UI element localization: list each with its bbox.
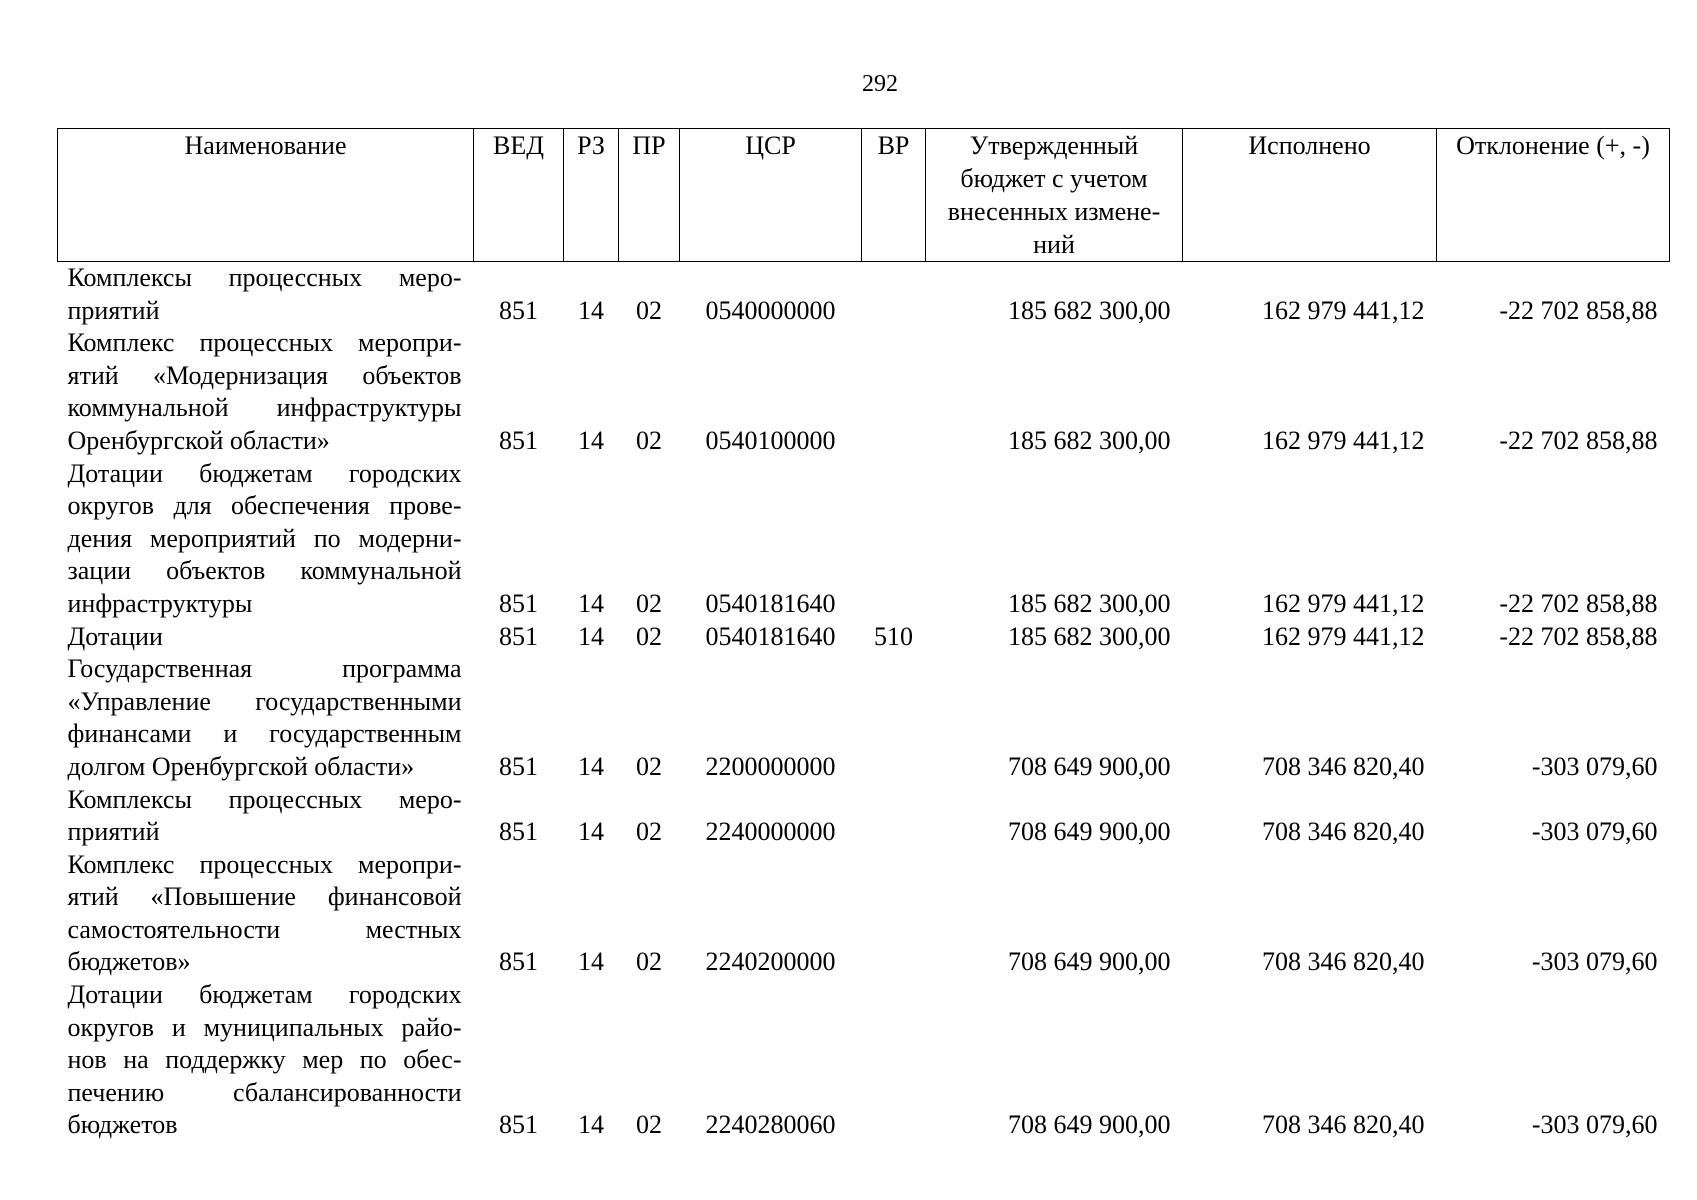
cell-executed: 162 979 441,12 xyxy=(1262,588,1425,618)
cell-name: Комплекс процессных меропри-ятий «Модернизация объектов коммунальной инфраструктуры Оренбургской области» xyxy=(67,328,462,455)
header-rz: РЗ xyxy=(564,129,619,262)
cell-rz: 14 xyxy=(578,621,604,651)
header-pr: ПР xyxy=(619,129,680,262)
cell-ved: 851 xyxy=(499,751,538,781)
cell-ved: 851 xyxy=(499,295,538,325)
cell-deviation: -303 079,60 xyxy=(1531,947,1658,977)
cell-pr: 02 xyxy=(636,751,662,781)
cell-name: Дотации бюджетам городских округов и муниципальных райо-нов на поддержку мер по обес-печению сбалансированности бюджетов xyxy=(67,980,462,1140)
cell-vr xyxy=(862,262,926,328)
cell-deviation: -22 702 858,88 xyxy=(1499,295,1658,325)
cell-csr: 2240000000 xyxy=(705,817,836,847)
table-row xyxy=(58,458,1670,621)
cell-vr xyxy=(862,653,926,783)
table-row xyxy=(58,262,1670,328)
cell-pr: 02 xyxy=(636,817,662,847)
cell-deviation: -22 702 858,88 xyxy=(1499,588,1658,618)
cell-deviation: -22 702 858,88 xyxy=(1499,425,1658,455)
table-row xyxy=(58,327,1670,457)
table-row xyxy=(58,849,1670,979)
header-ved: ВЕД xyxy=(474,129,564,262)
header-approved: Утвержденный бюджет с учетом внесенных измене-ний xyxy=(926,129,1183,262)
cell-vr xyxy=(862,784,926,849)
cell-executed: 162 979 441,12 xyxy=(1262,621,1425,651)
cell-pr: 02 xyxy=(636,621,662,651)
cell-rz: 14 xyxy=(578,425,604,455)
cell-ved: 851 xyxy=(499,817,538,847)
cell-approved: 185 682 300,00 xyxy=(1008,425,1171,455)
cell-approved: 708 649 900,00 xyxy=(1008,947,1171,977)
cell-executed: 162 979 441,12 xyxy=(1262,425,1425,455)
cell-deviation: -303 079,60 xyxy=(1531,1110,1658,1140)
cell-rz: 14 xyxy=(578,817,604,847)
cell-name: Дотации бюджетам городских округов для обеспечения прове-дения мероприятий по модерни-зации объектов коммунальной инфраструктуры xyxy=(67,458,462,618)
cell-csr: 2240200000 xyxy=(705,947,836,977)
cell-csr: 0540181640 xyxy=(705,621,836,651)
cell-csr: 0540000000 xyxy=(705,295,836,325)
cell-executed: 708 346 820,40 xyxy=(1262,751,1425,781)
cell-executed: 708 346 820,40 xyxy=(1262,817,1425,847)
cell-ved: 851 xyxy=(499,621,538,651)
header-name: Наименование xyxy=(58,129,474,262)
cell-csr: 0540181640 xyxy=(705,588,836,618)
cell-ved: 851 xyxy=(499,425,538,455)
cell-rz: 14 xyxy=(578,295,604,325)
cell-name: Дотации xyxy=(67,621,163,651)
cell-rz: 14 xyxy=(578,1110,604,1140)
cell-vr xyxy=(862,327,926,457)
cell-ved: 851 xyxy=(499,1110,538,1140)
cell-executed: 708 346 820,40 xyxy=(1262,947,1425,977)
cell-pr: 02 xyxy=(636,947,662,977)
cell-rz: 14 xyxy=(578,588,604,618)
cell-name: Комплексы процессных меро-приятий xyxy=(67,263,462,325)
cell-approved: 185 682 300,00 xyxy=(1008,588,1171,618)
cell-csr: 2240280060 xyxy=(705,1110,836,1140)
cell-deviation: -303 079,60 xyxy=(1531,817,1658,847)
cell-name: Комплексы процессных меро-приятий xyxy=(67,784,462,847)
cell-pr: 02 xyxy=(636,1110,662,1140)
cell-csr: 2200000000 xyxy=(705,751,836,781)
table-row xyxy=(58,784,1670,849)
table-row xyxy=(58,621,1670,654)
cell-approved: 185 682 300,00 xyxy=(1008,295,1171,325)
cell-ved: 851 xyxy=(499,588,538,618)
cell-executed: 162 979 441,12 xyxy=(1262,295,1425,325)
budget-table xyxy=(57,128,1670,1142)
cell-vr xyxy=(862,458,926,621)
header-csr: ЦСР xyxy=(680,129,862,262)
cell-approved: 708 649 900,00 xyxy=(1008,817,1171,847)
cell-vr: 510 xyxy=(874,621,913,651)
page-number: 292 xyxy=(862,71,898,97)
cell-name: Государственная программа «Управление государственными финансами и государственным долгом Оренбургской области» xyxy=(67,654,462,781)
cell-executed: 708 346 820,40 xyxy=(1262,1110,1425,1140)
header-row xyxy=(58,129,1670,262)
cell-pr: 02 xyxy=(636,425,662,455)
header-vr: ВР xyxy=(862,129,926,262)
cell-approved: 185 682 300,00 xyxy=(1008,621,1171,651)
cell-approved: 708 649 900,00 xyxy=(1008,1110,1171,1140)
cell-vr xyxy=(862,849,926,979)
table-header xyxy=(58,129,1670,262)
cell-rz: 14 xyxy=(578,751,604,781)
table-row xyxy=(58,653,1670,783)
cell-approved: 708 649 900,00 xyxy=(1008,751,1171,781)
header-deviation: Отклонение (+, -) xyxy=(1437,129,1670,262)
cell-deviation: -303 079,60 xyxy=(1531,751,1658,781)
cell-pr: 02 xyxy=(636,295,662,325)
cell-vr xyxy=(862,979,926,1142)
table-row xyxy=(58,979,1670,1142)
cell-csr: 0540100000 xyxy=(705,425,836,455)
table-body xyxy=(58,262,1670,1143)
cell-pr: 02 xyxy=(636,588,662,618)
header-executed: Исполнено xyxy=(1183,129,1437,262)
cell-rz: 14 xyxy=(578,947,604,977)
cell-name: Комплекс процессных меропри-ятий «Повышение финансовой самостоятельности местных бюджетов» xyxy=(67,849,462,977)
cell-ved: 851 xyxy=(499,947,538,977)
cell-deviation: -22 702 858,88 xyxy=(1499,621,1658,651)
